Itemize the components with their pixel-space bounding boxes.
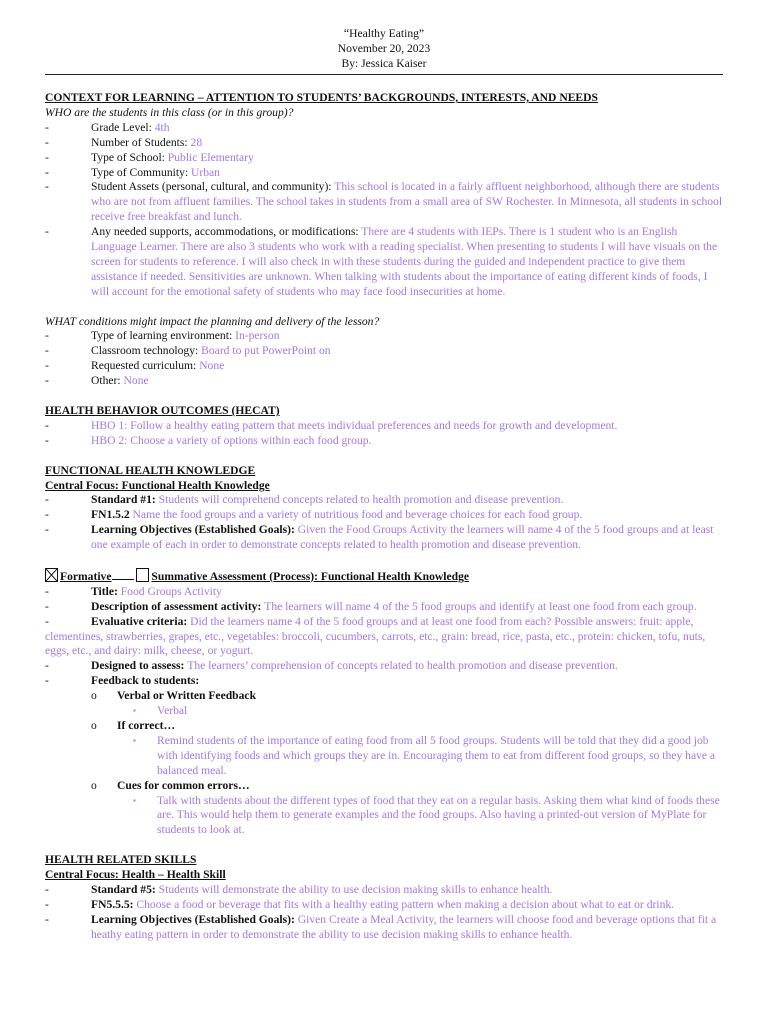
conditions-question: WHAT conditions might impact the planning and delivery of the lesson? bbox=[45, 314, 380, 328]
list-item: - FN1.5.2 Name the food groups and a variety of nutritious food and beverage choices for each food group. bbox=[45, 508, 583, 522]
feedback-detail: ▪ Remind students of the importance of eating food from all 5 food groups. Students will be told that they did a good job with identifying foods and which groups they are in. Encouraging them to eat from different food groups, so they have a balanced meal. bbox=[133, 733, 716, 777]
document-title: “Healthy Eating” bbox=[343, 27, 425, 40]
formative-checkbox[interactable] bbox=[45, 568, 58, 582]
list-item: - HBO 1: Follow a healthy eating pattern that meets individual preferences and needs for growth and development. bbox=[45, 418, 618, 432]
list-item: - Student Assets (personal, cultural, and community): This school is located in a fairly affluent neighborhood, although there are students who are not from affluent families. The school takes in students from a small area of SW Rochester. In Minnesota, all students in school receive free breakfast and lunch. bbox=[45, 180, 723, 224]
document-header bbox=[0, 26, 768, 71]
skills-focus: Central Focus: Health – Health Skill bbox=[45, 868, 226, 882]
list-item: - Evaluative criteria: Did the learners name 4 of the 5 food groups and at least one food from each? Possible answers: fruit: apple, clementines, strawberries, grapes, etc., vegetables: broccoli, cucumbers, carrots, etc., grain: bread, rice, pasta, etc., protein: chicken, tofu, nuts, eggs, etc., and dairy: milk, cheese, or yogurt. bbox=[45, 614, 706, 658]
feedback-detail: ▪ Talk with students about the different types of food that they eat on a regular basis. Asking them what kind of foods these are. This would help them to generate examples and the food groups. Also having a printed-out version of MyPlate for students to look at. bbox=[133, 793, 720, 837]
document-author: By: Jessica Kaiser bbox=[341, 57, 427, 70]
list-item: - Classroom technology: Board to put PowerPoint on bbox=[45, 344, 331, 358]
document-date: November 20, 2023 bbox=[337, 42, 431, 55]
fhk-focus: Central Focus: Functional Health Knowledge bbox=[45, 478, 270, 492]
summative-label: Summative Assessment (Process): Functional Health Knowledge bbox=[151, 569, 470, 583]
formative-label: Formative bbox=[60, 569, 112, 583]
list-item: - Description of assessment activity: The learners will name 4 of the 5 food groups and identify at least one food from each group. bbox=[45, 599, 697, 613]
list-item: - Type of Community: Urban bbox=[45, 165, 220, 179]
fhk-heading: FUNCTIONAL HEALTH KNOWLEDGE bbox=[45, 463, 256, 477]
list-item: - Feedback to students: bbox=[45, 674, 200, 688]
list-item: - Other: None bbox=[45, 374, 149, 388]
list-item: - Type of School: Public Elementary bbox=[45, 150, 254, 164]
header-rule bbox=[45, 74, 723, 75]
list-item: - HBO 2: Choose a variety of options within each food group. bbox=[45, 433, 372, 447]
list-item: - Learning Objectives (Established Goals): Given Create a Meal Activity, the learners will choose food and beverage options that fit a heathy eating pattern in order to demonstrate the ability to use decision making skills to enhance health. bbox=[45, 912, 717, 941]
list-item: - Number of Students: 28 bbox=[45, 135, 203, 149]
list-item: - Designed to assess: The learners’ comprehension of concepts related to health promotion and disease prevention. bbox=[45, 659, 618, 673]
list-item: - Standard #5: Students will demonstrate the ability to use decision making skills to enhance health. bbox=[45, 882, 553, 896]
context-question: WHO are the students in this class (or in this group)? bbox=[45, 105, 294, 119]
feedback-detail: ▪ Verbal bbox=[133, 704, 188, 718]
list-item: - Learning Objectives (Established Goals): Given the Food Groups Activity the learners will name 4 of the 5 food groups and at least one example of each in order to demonstrate concepts related to health promotion and disease prevention. bbox=[45, 523, 714, 552]
summative-checkbox[interactable] bbox=[136, 568, 149, 582]
feedback-subitem: o Cues for common errors… bbox=[91, 778, 250, 792]
hbo-heading: HEALTH BEHAVIOR OUTCOMES (HECAT) bbox=[45, 404, 280, 417]
feedback-subitem: o If correct… bbox=[91, 719, 176, 732]
list-item: - FN5.5.5: Choose a food or beverage that fits with a healthy eating pattern when making a decision about what to eat or drink. bbox=[45, 897, 675, 911]
context-heading: CONTEXT FOR LEARNING – ATTENTION TO STUDENTS’ BACKGROUNDS, INTERESTS, AND NEEDS bbox=[45, 91, 598, 104]
list-item: - Title: Food Groups Activity bbox=[45, 584, 222, 598]
skills-heading: HEALTH RELATED SKILLS bbox=[45, 853, 197, 867]
list-item: - Standard #1: Students will comprehend concepts related to health promotion and disease prevention. bbox=[45, 493, 564, 507]
list-item: - Type of learning environment: In-person bbox=[45, 329, 280, 343]
document-body bbox=[45, 91, 723, 943]
assessment-heading bbox=[45, 568, 723, 585]
list-item: - Any needed supports, accommodations, or modifications: There are 4 students with IEPs. There is 1 student who is an English Language Learner. There are also 3 students who work with a reading specialist. When presenting to students I will have visuals on the screen for students to reference. I will also check in with these students during the guided and independent practice to give them assistance if needed. Sensitivities are unknown. When talking with students about the importance of eating different kinds of foods, I will account for the emotional safety of students who may face food insecurities at home. bbox=[45, 225, 718, 298]
list-item: - Grade Level: 4th bbox=[45, 120, 170, 134]
feedback-subitem: o Verbal or Written Feedback bbox=[91, 689, 257, 703]
list-item: - Requested curriculum: None bbox=[45, 359, 225, 373]
